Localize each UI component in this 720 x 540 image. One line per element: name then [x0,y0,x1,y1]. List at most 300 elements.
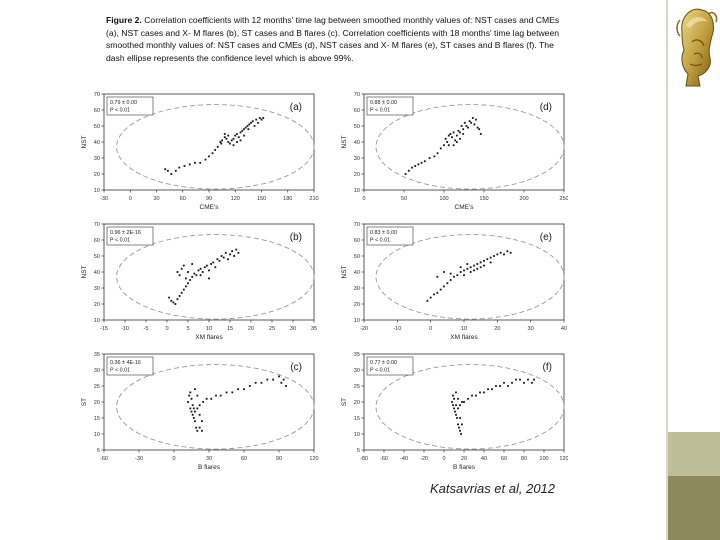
data-point [192,414,194,416]
figure-panels [78,86,568,476]
data-point [491,388,493,390]
data-point [480,266,482,268]
y-tick-label: 10 [353,432,360,438]
panel-d [341,92,568,211]
data-point [188,395,190,397]
data-point [456,417,458,419]
data-point [461,401,463,403]
y-tick-label: 15 [353,416,360,422]
data-point [177,298,179,300]
data-point [238,252,240,254]
data-point [227,141,229,143]
data-point [231,140,233,142]
data-point [187,271,189,273]
data-point [206,265,208,267]
data-point [212,152,214,154]
data-point [189,408,191,410]
x-tick-label: 30 [153,196,160,202]
data-point [527,379,529,381]
data-point [189,279,191,281]
y-tick-label: 15 [93,416,100,422]
x-tick-label: -30 [99,196,109,202]
data-point [217,258,219,260]
data-point [215,395,217,397]
data-point [453,408,455,410]
data-point [453,398,455,400]
data-point [446,282,448,284]
data-point [421,162,423,164]
data-point [210,263,212,265]
y-tick-label: 70 [93,222,100,228]
x-tick-label: 60 [240,456,248,462]
data-point [193,273,195,275]
stats-line: 0.83 ± 0.00 [370,230,397,236]
data-point [164,168,166,170]
data-point [240,140,242,142]
x-tick-label: 90 [275,456,283,462]
data-point [446,141,448,143]
y-tick-label: 20 [353,400,360,406]
stats-line: 0.77 ± 0.00 [370,360,397,366]
data-point [467,127,469,129]
data-point [217,146,219,148]
caption-prefix: Figure 2. [106,15,142,25]
data-point [457,408,459,410]
data-point [206,398,208,400]
data-point [430,297,432,299]
data-point [261,119,263,121]
x-tick-label: -15 [99,326,109,332]
x-tick-label: -80 [359,456,369,462]
data-point [196,430,198,432]
y-tick-label: 10 [353,188,360,194]
data-point [519,379,521,381]
data-point [515,379,517,381]
panel-label: (b) [289,232,302,243]
data-point [221,255,223,257]
data-point [195,427,197,429]
x-tick-label: -10 [393,326,402,332]
x-axis-label: XM flares [450,334,478,341]
data-point [452,404,454,406]
x-tick-label: -60 [99,456,109,462]
y-tick-label: 70 [353,222,360,228]
data-point [247,128,249,130]
data-point [208,278,210,280]
data-point [478,128,480,130]
data-point [461,125,463,127]
data-point [181,292,183,294]
citation-credit: Katsavrias et al, 2012 [430,481,556,496]
data-point [459,132,461,134]
data-point [455,392,457,394]
data-point [259,117,261,119]
y-tick-label: 60 [353,238,360,244]
data-point [199,404,201,406]
data-point [229,254,231,256]
data-point [408,170,410,172]
stats-line: 0.36 ± 4E-16 [110,360,141,366]
data-point [453,144,455,146]
x-tick-label: 0 [128,196,132,202]
data-point [167,170,169,172]
data-point [199,162,201,164]
data-point [476,263,478,265]
data-point [191,276,193,278]
data-point [440,148,442,150]
data-point [418,164,420,166]
data-point [461,424,463,426]
data-point [466,268,468,270]
stats-line: 0.79 ± 0.00 [110,100,137,106]
data-point [241,130,243,132]
data-point [221,140,223,142]
data-point [285,385,287,387]
x-tick-label: 150 [256,196,267,202]
data-point [254,125,256,127]
data-point [455,414,457,416]
sidebar-dark-band [668,476,720,540]
x-tick-label: 120 [230,196,240,202]
data-point [479,392,481,394]
sidebar-accent-band [668,432,720,476]
data-point [437,152,439,154]
panel-label: (c) [290,362,302,373]
y-tick-label: 35 [93,352,100,358]
data-point [510,252,512,254]
x-tick-label: 150 [479,196,489,202]
y-tick-label: 5 [356,448,360,454]
data-point [451,401,453,403]
data-point [243,388,245,390]
data-point [178,167,180,169]
x-axis-label: CME's [199,204,219,211]
data-point [214,266,216,268]
data-point [219,141,221,143]
data-point [199,414,201,416]
data-point [463,270,465,272]
data-point [194,411,196,413]
data-point [459,430,461,432]
data-point [411,167,413,169]
panel-f [341,352,568,471]
data-point [426,300,428,302]
data-point [499,385,501,387]
data-point [463,401,465,403]
data-point [452,395,454,397]
x-tick-label: -5 [143,326,149,332]
data-point [235,249,237,251]
x-tick-label: 250 [559,196,568,202]
data-point [231,392,233,394]
x-tick-label: 0 [165,326,169,332]
data-point [462,128,464,130]
y-tick-label: 60 [93,238,100,244]
data-point [257,122,259,124]
stats-line: 0.96 ± 2E-16 [110,230,141,236]
y-tick-label: 35 [353,352,360,358]
x-tick-label: 0 [429,326,433,332]
data-point [533,379,535,381]
data-point [194,162,196,164]
data-point [236,141,238,143]
figure-caption [106,14,566,64]
x-tick-label: 210 [309,196,319,202]
data-point [469,120,471,122]
x-axis-label: B flares [197,464,221,471]
data-point [227,135,229,137]
data-point [202,271,204,273]
data-point [196,408,198,410]
y-tick-label: 40 [93,140,100,146]
data-point [470,122,472,124]
data-point [237,388,239,390]
y-axis-label: ST [81,397,88,407]
y-tick-label: 20 [93,172,100,178]
data-point [243,128,245,130]
data-point [238,136,240,138]
x-tick-label: -20 [419,456,429,462]
data-point [172,302,174,304]
panel-b [81,222,317,341]
data-point [511,382,513,384]
data-point [181,268,183,270]
data-point [183,289,185,291]
x-tick-label: 20 [460,456,468,462]
data-point [214,149,216,151]
data-point [185,278,187,280]
y-tick-label: 10 [93,432,100,438]
data-point [503,382,505,384]
data-point [455,404,457,406]
data-point [414,165,416,167]
x-tick-label: 30 [527,326,534,332]
data-point [464,122,466,124]
data-point [255,382,257,384]
y-tick-label: 60 [93,108,100,114]
y-tick-label: 30 [353,286,360,292]
y-tick-label: 30 [353,368,360,374]
x-tick-label: 30 [289,326,297,332]
data-point [458,130,460,132]
stats-line: 0.88 ± 0.00 [370,100,397,106]
x-tick-label: 40 [560,326,568,332]
data-point [470,266,472,268]
data-point [493,255,495,257]
y-axis-label: NST [81,265,88,279]
data-point [473,265,475,267]
data-point [454,411,456,413]
data-point [170,173,172,175]
y-tick-label: 10 [93,188,100,194]
data-point [500,252,502,254]
x-axis-label: B flares [452,464,476,471]
data-point [453,132,455,134]
y-tick-label: 40 [93,270,100,276]
data-point [436,292,438,294]
helmet-head-logo-icon [672,2,718,88]
data-point [224,133,226,135]
x-tick-label: 50 [400,196,408,202]
x-tick-label: 20 [494,326,501,332]
data-point [220,143,222,145]
x-tick-label: 100 [539,456,549,462]
data-point [460,266,462,268]
data-point [450,273,452,275]
data-point [202,401,204,403]
data-point [451,136,453,138]
data-point [483,392,485,394]
data-point [179,295,181,297]
data-point [490,262,492,264]
data-point [255,119,257,121]
x-axis-label: XM flares [195,334,223,341]
data-point [474,124,476,126]
data-point [170,300,172,302]
data-point [459,417,461,419]
y-tick-label: 70 [93,92,100,98]
x-tick-label: 10 [205,326,213,332]
data-point [283,379,285,381]
data-point [220,395,222,397]
x-tick-label: 10 [460,326,468,332]
data-point [205,159,207,161]
data-point [486,258,488,260]
data-point [278,376,280,378]
data-point [495,385,497,387]
data-point [247,125,249,127]
data-point [450,133,452,135]
data-point [175,303,177,305]
data-point [496,254,498,256]
data-point [459,404,461,406]
x-tick-label: 5 [186,326,190,332]
data-point [184,165,186,167]
data-point [193,417,195,419]
data-point [194,388,196,390]
data-point [450,279,452,281]
y-tick-label: 30 [93,286,100,292]
data-point [440,289,442,291]
data-point [436,276,438,278]
data-point [226,138,228,140]
data-point [458,427,460,429]
x-tick-label: 100 [439,196,449,202]
data-point [477,127,479,129]
data-point [463,274,465,276]
data-point [445,138,447,140]
x-tick-label: -40 [399,456,409,462]
y-tick-label: 10 [353,318,360,324]
data-point [490,257,492,259]
data-point [483,260,485,262]
data-point [429,157,431,159]
x-tick-label: 20 [247,326,255,332]
panel-label: (d) [539,102,552,113]
data-point [453,276,455,278]
data-point [192,404,194,406]
panel-c [81,352,319,471]
data-point [424,160,426,162]
x-tick-label: 35 [310,326,318,332]
data-point [201,420,203,422]
data-point [200,274,202,276]
data-point [460,433,462,435]
x-tick-label: 30 [205,456,213,462]
x-axis-label: CME's [454,204,474,211]
stats-line: P < 0.01 [370,107,391,114]
x-tick-label: -60 [379,456,389,462]
data-point [266,379,268,381]
data-point [483,265,485,267]
data-point [506,250,508,252]
data-point [226,392,228,394]
data-point [227,258,229,260]
data-point [233,138,235,140]
data-point [459,138,461,140]
data-point [434,156,436,158]
data-point [475,119,477,121]
data-point [454,140,456,142]
data-point [487,388,489,390]
data-point [208,270,210,272]
data-point [204,266,206,268]
stats-line: P < 0.01 [370,237,391,244]
data-point [243,135,245,137]
panel-a [81,92,319,211]
data-point [212,262,214,264]
data-point [262,117,264,119]
data-point [234,135,236,137]
data-point [191,411,193,413]
data-point [194,420,196,422]
y-tick-label: 25 [353,384,360,390]
y-tick-label: 20 [93,400,100,406]
x-tick-label: -20 [359,326,369,332]
data-point [223,257,225,259]
data-point [189,392,191,394]
panel-label: (f) [542,362,552,373]
data-point [200,268,202,270]
data-point [189,164,191,166]
data-point [443,144,445,146]
y-tick-label: 20 [353,172,360,178]
data-point [456,141,458,143]
data-point [236,133,238,135]
data-point [466,125,468,127]
x-tick-label: 0 [362,196,366,202]
data-point [193,408,195,410]
data-point [443,271,445,273]
data-point [462,133,464,135]
data-point [224,136,226,138]
data-point [210,398,212,400]
data-point [467,398,469,400]
data-point [507,385,509,387]
y-axis-label: NST [341,135,348,149]
data-point [531,382,533,384]
x-tick-label: 60 [500,456,508,462]
data-point [448,135,450,137]
y-tick-label: 50 [93,124,100,130]
data-point [177,271,179,273]
scatter-figure [78,86,568,476]
data-point [466,263,468,265]
data-point [475,395,477,397]
data-point [233,144,235,146]
y-tick-label: 5 [96,448,100,454]
y-tick-label: 30 [93,156,100,162]
